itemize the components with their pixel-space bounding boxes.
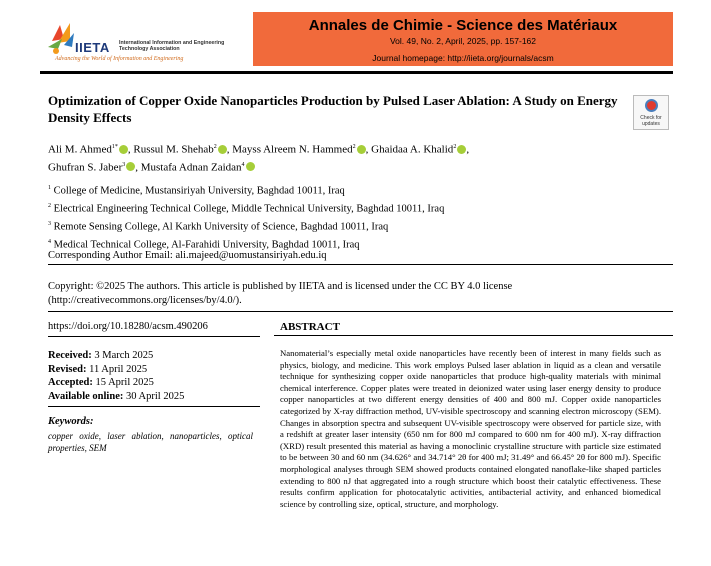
orcid-icon[interactable] bbox=[126, 162, 135, 171]
author-sep: , bbox=[127, 143, 134, 156]
date-label: Accepted: bbox=[48, 377, 93, 388]
affiliation bbox=[48, 181, 648, 199]
affiliation bbox=[48, 199, 648, 217]
author-sup: 2 bbox=[352, 144, 356, 150]
affiliation-num: 2 bbox=[48, 203, 51, 209]
author-sup: 1* bbox=[111, 144, 118, 150]
article-dates bbox=[48, 349, 184, 403]
doi-link[interactable]: https://doi.org/10.18280/acsm.490206 bbox=[48, 321, 208, 332]
author-sep: , bbox=[365, 143, 372, 156]
journal-title: Annales de Chimie - Science des Matériaux bbox=[308, 17, 618, 34]
affiliation bbox=[48, 217, 648, 235]
author-name: Russul M. Shehab bbox=[133, 143, 214, 156]
affiliation-num: 3 bbox=[48, 221, 51, 227]
orcid-icon[interactable] bbox=[357, 145, 366, 154]
author-name: Mayss Alreem N. Hammed bbox=[232, 143, 353, 156]
date-label: Revised: bbox=[48, 363, 87, 375]
author-sep: , bbox=[135, 161, 141, 174]
check-for-updates-button[interactable] bbox=[633, 95, 669, 130]
orcid-icon[interactable] bbox=[218, 145, 227, 154]
divider bbox=[48, 264, 673, 265]
divider bbox=[48, 311, 673, 312]
copyright-notice: Copyright: ©2025 The authors. This article is published by IIETA and is licensed under the CC BY 4.0 license (http://creativecommons.org/licenses/by/4.0/). bbox=[48, 281, 513, 306]
check-updates-label: Check for updates bbox=[640, 115, 662, 127]
keywords: copper oxide, laser ablation, nanoparticles, optical properties, SEM bbox=[48, 431, 253, 453]
paper-title: Optimization of Copper Oxide Nanoparticles Production by Pulsed Laser Ablation: A Study on Energy Density Effects bbox=[48, 93, 618, 125]
author-sup: 2 bbox=[453, 144, 457, 150]
date-row bbox=[48, 376, 184, 390]
journal-issue: Vol. 49, No. 2, April, 2025, pp. 157-162 bbox=[389, 36, 537, 46]
date-label: Available online: bbox=[48, 390, 124, 402]
journal-homepage-link[interactable]: Journal homepage: http://iieta.org/journals/acsm bbox=[372, 53, 554, 63]
author-name: Ghufran S. Jaber bbox=[48, 161, 123, 174]
affiliation-text: College of Medicine, Mustansiriyah University, Baghdad 10011, Iraq bbox=[53, 185, 345, 197]
corresponding-author: Corresponding Author Email: ali.majeed@uomustansiriyah.edu.iq bbox=[48, 250, 327, 261]
logo-tagline: Advancing the World of Information and Engineering bbox=[55, 56, 184, 62]
orcid-icon[interactable] bbox=[457, 145, 466, 154]
author-sup: 3 bbox=[122, 161, 126, 168]
affiliation-text: Remote Sensing College, Al Karkh University of Science, Baghdad 10011, Iraq bbox=[53, 221, 389, 233]
author-sup: 2 bbox=[213, 144, 217, 150]
date-value: 30 April 2025 bbox=[123, 390, 185, 402]
orcid-icon[interactable] bbox=[246, 162, 255, 171]
author-sep: , bbox=[226, 143, 233, 156]
author-name: Ghaidaa A. Khalid bbox=[371, 143, 454, 156]
header-divider bbox=[40, 71, 673, 74]
date-label: Received: bbox=[48, 350, 92, 361]
orcid-icon[interactable] bbox=[119, 145, 128, 154]
logo-text: IIETA bbox=[75, 40, 110, 55]
keywords-heading: Keywords: bbox=[48, 416, 94, 427]
date-row bbox=[48, 349, 184, 363]
author-sup: 4 bbox=[241, 161, 245, 168]
date-row bbox=[48, 390, 184, 404]
logo-subtitle: International Information and Engineering Technology Association bbox=[119, 40, 225, 52]
date-value: 3 March 2025 bbox=[91, 350, 154, 361]
date-row bbox=[48, 363, 184, 377]
author-sep: , bbox=[466, 143, 470, 156]
divider bbox=[274, 335, 673, 336]
check-updates-icon bbox=[645, 99, 658, 112]
affiliation-text: Medical Technical College, Al-Farahidi University, Baghdad 10011, Iraq bbox=[53, 239, 360, 251]
abstract-heading: ABSTRACT bbox=[280, 321, 340, 333]
affiliation-text: Electrical Engineering Technical College, Middle Technical University, Baghdad 10011, Iraq bbox=[53, 203, 445, 215]
abstract-text: Nanomaterial’s especially metal oxide nanoparticles have recently been of interest in many fields such as physics, biology, and medicine. This work employs Pulsed laser ablation in liquid as a clean and versatile technique for synthesizing copper oxide nanoparticles that produce high-quality materials with minimal chemical interference. Copper plates were treated in deionized water using laser energy density to produce copper nanoparticles at two different energy densities of 400 and 800 mJ. Copper oxide nanoparticles categorized by X-ray diffraction method, UV-visible spectroscopy and scanning electron microscopy (SEM). Changes in absorption spectra and subsequent UV-visible spectroscopy were observed for particle size, with a redshift at greater laser intensity (650 nm for 800 mJ compared to 600 nm for 400 mJ). X-ray diffraction (XRD) result presented this material as having a monoclinic crystalline structure with particle size estimated to be between 30 and 60 nm (34.626° and 34.714° 2θ for 400 mJ; 31.49° and 66.45° 2θ for 800 mJ). Specific morphological analyses through SEM showed products contained elongated nanoflake-like shaped particles extending to 800 nJ that aggregated into a rough structure which boost their catalytic effectiveness. These results confirm application for photocatalytic activities, antibacterial activity, and enhanced biomedical science by controlling size, optical, structure, and morphology. bbox=[280, 348, 661, 509]
author-name: Ali M. Ahmed bbox=[48, 143, 112, 156]
author-list bbox=[48, 140, 648, 175]
date-value: 15 April 2025 bbox=[92, 377, 154, 388]
date-value: 11 April 2025 bbox=[86, 363, 148, 375]
affiliation-num: 4 bbox=[48, 239, 51, 245]
divider bbox=[48, 336, 260, 337]
affiliation-num: 1 bbox=[48, 185, 51, 191]
author-name: Mustafa Adnan Zaidan bbox=[140, 161, 242, 174]
divider bbox=[48, 406, 260, 407]
affiliations bbox=[48, 181, 648, 253]
